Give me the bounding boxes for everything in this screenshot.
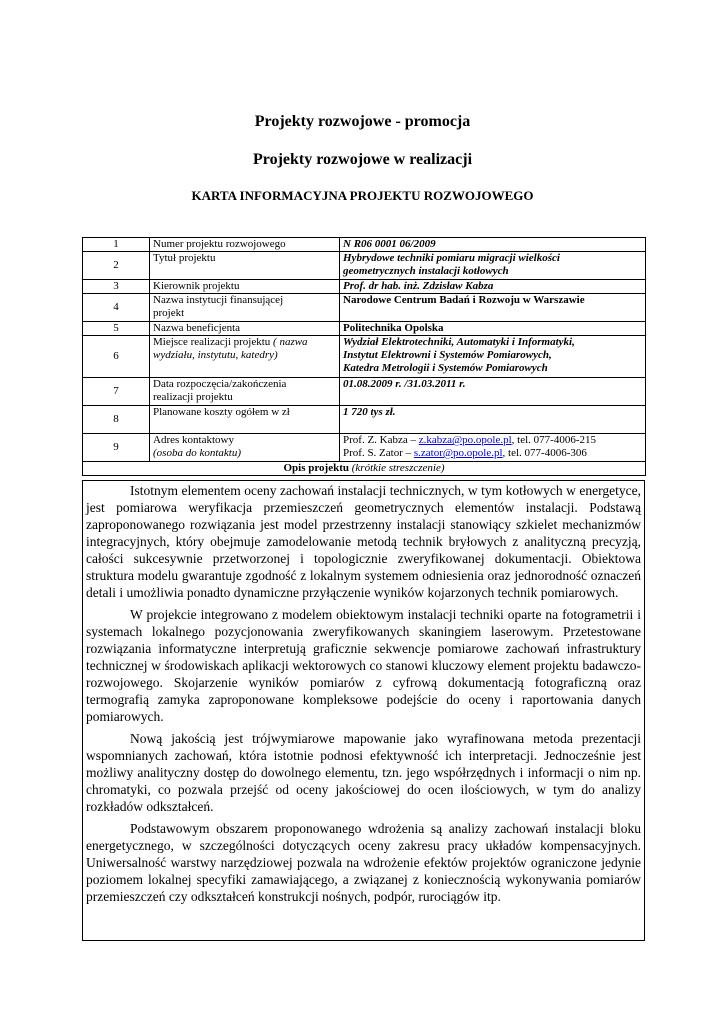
page-subtitle: Projekty rozwojowe w realizacji <box>252 151 473 168</box>
value-line: geometrycznych instalacji kotłowych <box>343 265 509 277</box>
row-value <box>340 434 646 462</box>
label-line: Adres kontaktowy <box>153 434 234 446</box>
description-paragraph: Istotnym elementem oceny zachowań instalacji technicznych, w tym kotłowych w energetyce, jest pomiarowa weryfikacja przemieszczeń geometrycznych elementów instalacji. Podstawą zaproponowanego rozwiązania jest model przestrzenny instalacji stanowiący szkielet mechanizmów integracyjnych, który obejmuje zamodelowanie metodą technik bryłowych z analityczną precyzją, całości sukcesywnie przetworzonej i topologicznie zweryfikowanej dokumentacji. Obiektowa struktura modelu gwarantuje zgodność z lokalnym systemem odniesienia oraz jednorodność oznaczeń detali i umożliwia ponadto dynamiczne przyłączenie wyników kojarzonych technik pomiarowych. <box>86 483 641 600</box>
table-row <box>83 434 646 462</box>
table-row <box>83 294 646 322</box>
email-link[interactable]: s.zator@po.opole.pl <box>413 447 503 459</box>
row-number: 4 <box>83 294 150 322</box>
row-number: 3 <box>83 280 150 294</box>
row-label <box>150 378 340 406</box>
summary-header-row <box>83 462 646 476</box>
card-title: KARTA INFORMACYJNA PROJEKTU ROZWOJOWEGO <box>191 188 534 203</box>
label-note: (osoba do kontaktu) <box>153 447 241 459</box>
row-number: 7 <box>83 378 150 406</box>
row-label: Nazwa beneficjenta <box>150 322 340 336</box>
value-line: Wydział Elektrotechniki, Automatyki i Informatyki, <box>343 336 575 348</box>
value-line: Instytut Elektrowni i Systemów Pomiarowych, <box>343 349 552 361</box>
row-label: Kierownik projektu <box>150 280 340 294</box>
row-number: 2 <box>83 252 150 280</box>
summary-header-label: Opis projektu <box>283 462 352 474</box>
contact-name: Prof. Z. Kabza – <box>343 434 419 446</box>
row-value: 01.08.2009 r. /31.03.2011 r. <box>340 378 646 406</box>
label-line: Data rozpoczęcia/zakończenia <box>153 378 287 390</box>
row-value: 1 720 tys zł. <box>340 406 646 434</box>
value-line: Hybrydowe techniki pomiaru migracji wielkości <box>343 252 560 264</box>
row-label <box>150 294 340 322</box>
table-row <box>83 378 646 406</box>
row-label: Planowane koszty ogółem w zł <box>150 406 340 434</box>
contact-phone: , tel. 077-4006-215 <box>511 434 596 446</box>
row-value: Politechnika Opolska <box>340 322 646 336</box>
row-number: 9 <box>83 434 150 462</box>
description-paragraph: W projekcie integrowano z modelem obiektowym instalacji techniki oparte na fotogrametrii i systemach lokalnego pozycjonowania zweryfikowanych skaningiem laserowym. Przetestowane rozwiązania informatyczne interpretują graficznie sekwencje pomiarowe zachowań infrastruktury technicznej w środowiskach aplikacji wektorowych co stanowi kluczowy element projektu badawczo-rozwojowego. Skojarzenie wyników pomiarów z cyfrową dokumentacją fotograficzną oraz termografią zamyka zaproponowane kompleksowe podejście do oceny i raportowania danych pomiarowych. <box>86 607 641 724</box>
email-link[interactable]: z.kabza@po.opole.pl <box>418 434 512 446</box>
label-note: wydziału, instytutu, katedry) <box>153 349 278 361</box>
label-note: ( nazwa <box>273 336 308 348</box>
row-number: 6 <box>83 336 150 378</box>
summary-header <box>83 462 646 476</box>
table-row <box>83 252 646 280</box>
row-label: Numer projektu rozwojowego <box>150 238 340 252</box>
table-row <box>83 238 646 252</box>
project-description <box>82 480 645 941</box>
table-row <box>83 336 646 378</box>
value-line: Katedra Metrologii i Systemów Pomiarowych <box>343 362 548 374</box>
row-value: N R06 0001 06/2009 <box>340 238 646 252</box>
table-row <box>83 406 646 434</box>
description-paragraph: Podstawowym obszarem proponowanego wdrożenia są analizy zachowań instalacji bloku energetycznego, w szczególności dotyczących oceny zakresu pracy układów kompensacyjnych. Uniwersalność warstwy narzędziowej pozwala na wdrożenie efektów projektów ograniczone jedynie poziomem lokalnej specyfiki zamawiającego, a związanej z koniecznością wykonywania pomiarów przemieszczeń czy odkształceń konstrukcji nośnych, podpór, rurociągów itp. <box>86 821 641 904</box>
summary-header-note: (krótkie streszczenie) <box>351 462 445 474</box>
description-paragraph: Nową jakością jest trójwymiarowe mapowanie jako wyrafinowana metoda prezentacji wspomnianych zachowań, która istotnie podnosi efektywność ich interpretacji. Jednocześnie jest możliwy analityczny dostęp do dowolnego elementu, tzn. jego współrzędnych i informacji o nim np. chromatyki, co pozwala przejść od oceny jakościowej do ocen ilościowych, w tym do analizy rozkładów odkształceń. <box>86 731 641 814</box>
table-row <box>83 280 646 294</box>
project-info-table <box>82 237 646 476</box>
page-title: Projekty rozwojowe - promocja <box>254 113 471 130</box>
contact-name: Prof. S. Zator – <box>343 447 414 459</box>
row-value: Narodowe Centrum Badań i Rozwoju w Warszawie <box>340 294 646 322</box>
contact-phone: , tel. 077-4006-306 <box>502 447 587 459</box>
label-line: realizacji projektu <box>153 391 233 403</box>
row-label <box>150 336 340 378</box>
row-number: 8 <box>83 406 150 434</box>
row-value: Prof. dr hab. inż. Zdzisław Kabza <box>340 280 646 294</box>
label-line: projekt <box>153 307 185 319</box>
row-label <box>150 434 340 462</box>
label-line: Miejsce realizacji projektu <box>153 336 274 348</box>
row-number: 5 <box>83 322 150 336</box>
row-value <box>340 336 646 378</box>
table-row <box>83 322 646 336</box>
row-number: 1 <box>83 238 150 252</box>
label-line: Nazwa instytucji finansującej <box>153 294 284 306</box>
row-value <box>340 252 646 280</box>
row-label: Tytuł projektu <box>150 252 340 280</box>
